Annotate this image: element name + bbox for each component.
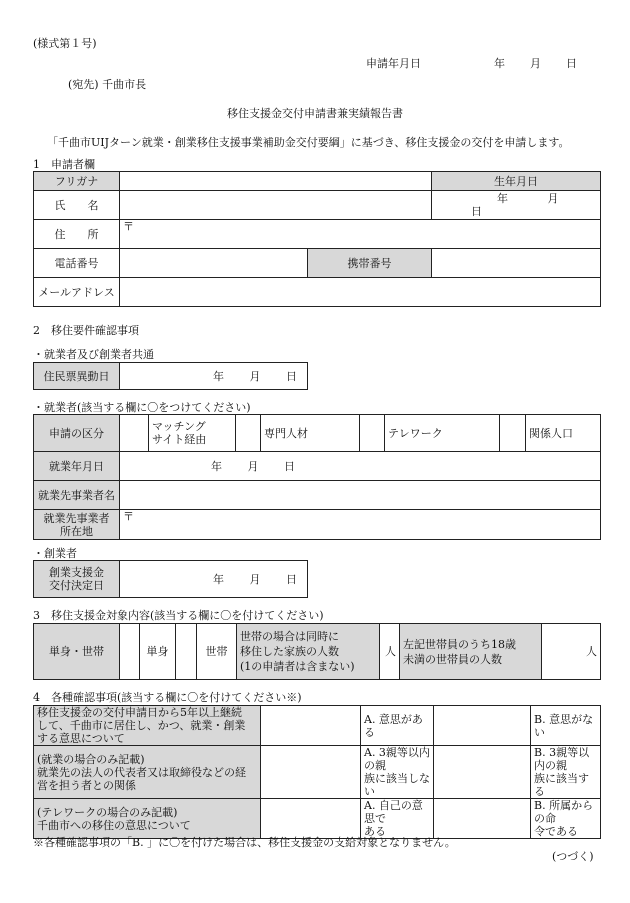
section1-heading: 1 申請者欄 bbox=[33, 158, 95, 171]
founder-year: 年 bbox=[213, 572, 224, 586]
employer-loc-line2: 所在地 bbox=[60, 524, 93, 538]
q2-a-line1: A. 3親等以内の親 bbox=[364, 746, 430, 772]
q2-a-check[interactable] bbox=[261, 746, 361, 799]
q1-line2: して、千曲市に居住し、かつ、就業・創業 bbox=[37, 719, 246, 732]
matching-line2: サイト経由 bbox=[152, 433, 207, 446]
matching-check[interactable] bbox=[120, 415, 149, 452]
family-person-unit: 人 bbox=[385, 645, 396, 658]
household-check[interactable] bbox=[176, 624, 197, 680]
applicant-table bbox=[33, 171, 601, 307]
related-check[interactable] bbox=[500, 415, 526, 452]
email-field[interactable] bbox=[120, 278, 601, 307]
residence-table bbox=[33, 362, 308, 390]
q3-a-check[interactable] bbox=[261, 799, 361, 839]
birth-day: 日 bbox=[471, 205, 483, 218]
option-matching bbox=[149, 415, 236, 452]
application-date-label: 申請年月日 bbox=[366, 57, 421, 70]
q1-line1: 移住支援金の交付申請日から5年以上継続 bbox=[37, 706, 242, 719]
q3-a-line1: A. 自己の意思で bbox=[364, 799, 423, 825]
phone-field[interactable] bbox=[120, 249, 308, 278]
address-label: 住 所 bbox=[34, 220, 120, 249]
residence-year: 年 bbox=[213, 369, 224, 383]
month-label: 月 bbox=[530, 57, 541, 70]
phone-label: 電話番号 bbox=[34, 249, 120, 278]
address-field[interactable] bbox=[120, 220, 601, 249]
founder-month: 月 bbox=[249, 572, 261, 586]
continued-label: (つづく) bbox=[552, 850, 594, 863]
q3-a-line2: ある bbox=[364, 825, 386, 838]
intro-text: 「千曲市UIJターン就業・創業移住支援事業補助金交付要綱」に基づき、移住支援金の交付を申請します。 bbox=[47, 136, 570, 149]
employer-name-field[interactable] bbox=[120, 481, 601, 510]
birthdate-label: 生年月日 bbox=[432, 172, 601, 191]
founder-label-line1: 創業支援金 bbox=[49, 566, 104, 579]
founder-label-line2: 交付決定日 bbox=[49, 579, 104, 592]
option-related: 関係人口 bbox=[526, 415, 601, 452]
under18-person-unit: 人 bbox=[586, 645, 597, 658]
year-label: 年 bbox=[494, 57, 505, 70]
founder-date-label bbox=[34, 561, 120, 598]
name-field[interactable] bbox=[120, 191, 432, 220]
employment-year: 年 bbox=[211, 459, 222, 473]
family-count-field[interactable] bbox=[380, 624, 400, 680]
q1-option-b: B. 意思がない bbox=[531, 706, 601, 746]
mobile-field[interactable] bbox=[432, 249, 601, 278]
q2-b-line2: 族に該当する bbox=[534, 772, 589, 798]
q2-b-line1: B. 3親等以内の親 bbox=[534, 746, 590, 772]
section2-heading: 2 移住要件確認事項 bbox=[33, 324, 139, 337]
q3-option-a bbox=[361, 799, 434, 839]
footnote: ※各種確認事項の「B. 」に〇を付けた場合は、移住支援金の支給対象となりません。 bbox=[33, 836, 456, 849]
q1-a-check[interactable] bbox=[261, 706, 361, 746]
birthdate-field[interactable] bbox=[432, 191, 601, 220]
mobile-label: 携帯番号 bbox=[308, 249, 432, 278]
founder-day: 日 bbox=[286, 572, 297, 586]
under18-count-field[interactable] bbox=[542, 624, 601, 680]
furigana-field[interactable] bbox=[120, 172, 432, 191]
postal-mark: 〒 bbox=[123, 220, 134, 233]
employee-table bbox=[33, 414, 601, 540]
under18-line1: 左記世帯員のうち18歳 bbox=[403, 637, 516, 651]
section4-heading: 4 各種確認事項(該当する欄に〇を付けてください※) bbox=[33, 691, 302, 704]
form-number: (様式第１号) bbox=[33, 37, 97, 50]
employer-loc-line1: 就業先事業者 bbox=[43, 511, 110, 525]
confirmation-table bbox=[33, 705, 601, 839]
form-title: 移住支援金交付申請書兼実績報告書 bbox=[227, 107, 403, 120]
q3-line2: 千曲市への移住の意思について bbox=[37, 818, 191, 832]
q2-option-b bbox=[531, 746, 601, 799]
q1-b-check[interactable] bbox=[434, 706, 531, 746]
residence-month: 月 bbox=[249, 369, 261, 383]
residence-date-field[interactable] bbox=[120, 363, 308, 390]
q3-option-b bbox=[531, 799, 601, 839]
name-label: 氏 名 bbox=[34, 191, 120, 220]
single-check[interactable] bbox=[120, 624, 140, 680]
telework-check[interactable] bbox=[360, 415, 385, 452]
q1-option-a: A. 意思がある bbox=[361, 706, 434, 746]
single-household-label: 単身・世帯 bbox=[34, 624, 120, 680]
employment-date-field[interactable] bbox=[120, 452, 601, 481]
employment-month: 月 bbox=[247, 459, 259, 473]
matching-line1: マッチング bbox=[152, 420, 206, 433]
family-line3: (1の申請者は含まない) bbox=[240, 660, 355, 673]
common-heading: ・就業者及び創業者共通 bbox=[33, 348, 154, 361]
q2-option-a bbox=[361, 746, 434, 799]
employer-postal-mark: 〒 bbox=[123, 510, 134, 523]
option-expert: 専門人材 bbox=[261, 415, 360, 452]
family-count-label bbox=[237, 624, 380, 680]
q3-label bbox=[34, 799, 261, 839]
q3-line1: (テレワークの場合のみ記載) bbox=[37, 805, 178, 819]
family-line2: 移住した家族の人数 bbox=[240, 645, 339, 658]
q3-b-line2: 令である bbox=[534, 825, 578, 838]
addressee: (宛先) 千曲市長 bbox=[68, 78, 147, 91]
q2-line2: 就業先の法人の代表者又は取締役などの経 bbox=[37, 765, 246, 779]
residence-date-label: 住民票異動日 bbox=[34, 363, 120, 390]
employment-day: 日 bbox=[284, 459, 295, 473]
birth-year: 年 bbox=[497, 192, 509, 205]
option-telework: テレワーク bbox=[385, 415, 500, 452]
day-label: 日 bbox=[566, 57, 577, 70]
founder-table bbox=[33, 560, 308, 598]
q3-b-line1: B. 所属からの命 bbox=[534, 799, 594, 825]
household-option: 世帯 bbox=[197, 624, 237, 680]
founder-heading: ・創業者 bbox=[33, 547, 77, 560]
q3-b-check[interactable] bbox=[434, 799, 531, 839]
q2-label bbox=[34, 746, 261, 799]
target-table bbox=[33, 623, 601, 680]
family-line1: 世帯の場合は同時に bbox=[240, 630, 339, 643]
employer-name-label: 就業先事業者名 bbox=[34, 481, 120, 510]
section3-heading: 3 移住支援金対象内容(該当する欄に〇を付けてください) bbox=[33, 609, 324, 622]
q1-line3: する意思について bbox=[37, 732, 125, 745]
employee-heading: ・就業者(該当する欄に〇をつけてください) bbox=[33, 401, 251, 414]
under18-line2: 未満の世帯員の人数 bbox=[403, 652, 502, 666]
furigana-label: フリガナ bbox=[34, 172, 120, 191]
expert-check[interactable] bbox=[236, 415, 261, 452]
q1-label bbox=[34, 706, 261, 746]
q2-b-check[interactable] bbox=[434, 746, 531, 799]
employer-location-label bbox=[34, 510, 120, 540]
q2-a-line2: 族に該当しない bbox=[364, 772, 430, 798]
birth-month: 月 bbox=[547, 192, 559, 205]
q2-line1: (就業の場合のみ記載) bbox=[37, 752, 145, 766]
under18-label bbox=[400, 624, 542, 680]
employer-location-field[interactable] bbox=[120, 510, 601, 540]
residence-day: 日 bbox=[286, 369, 297, 383]
single-option: 単身 bbox=[140, 624, 176, 680]
employment-date-label: 就業年月日 bbox=[34, 452, 120, 481]
category-label: 申請の区分 bbox=[34, 415, 120, 452]
q2-line3: 営を担う者との関係 bbox=[37, 778, 136, 792]
founder-date-field[interactable] bbox=[120, 561, 308, 598]
email-label: メールアドレス bbox=[34, 278, 120, 307]
